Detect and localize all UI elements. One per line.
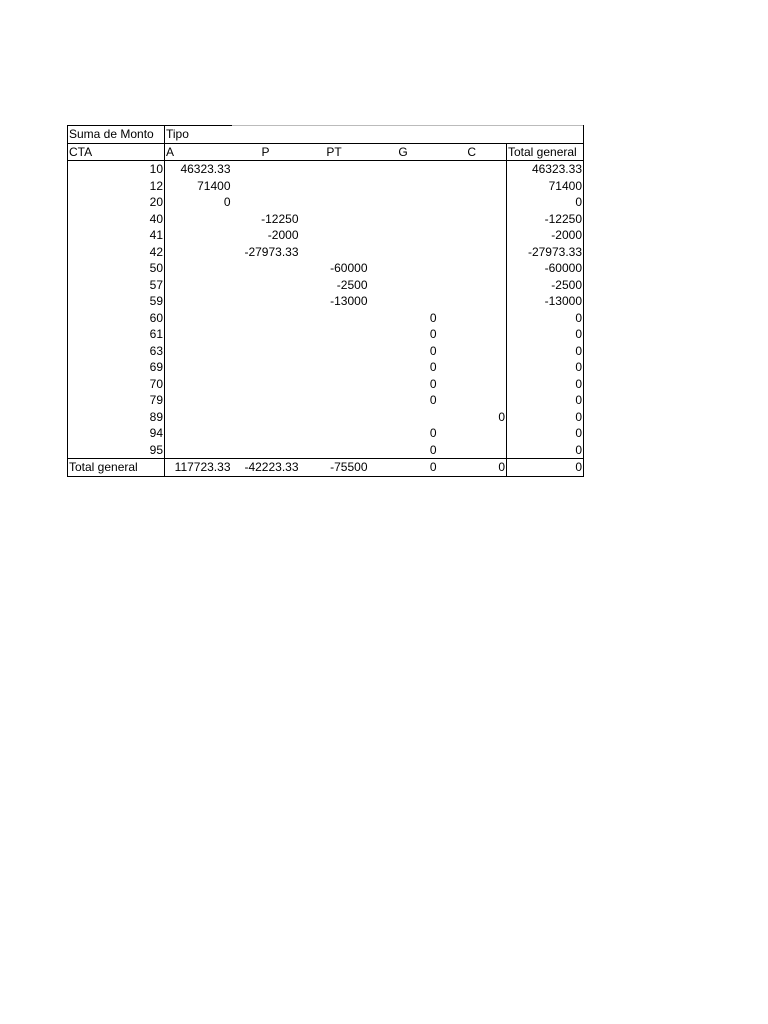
cell-total: -12250 [507,211,584,228]
cell-g [369,178,438,195]
cell-pt [300,392,369,409]
table-row [68,376,584,393]
cell-c [438,178,507,195]
cell-p [232,293,300,310]
cell-pt [300,227,369,244]
grand-total-row [68,459,584,477]
cell-p [232,194,300,211]
column-header-a: A [165,143,232,161]
cell-a [165,409,232,426]
cell-g [369,194,438,211]
cell-pt [300,409,369,426]
cell-c [438,161,507,178]
cell-c [438,293,507,310]
cell-c [438,376,507,393]
cell-p [232,310,300,327]
cell-pt [300,161,369,178]
table-row [68,161,584,178]
grand-total-label: Total general [68,459,165,477]
cell-p [232,359,300,376]
cell-total: 0 [507,310,584,327]
table-row [68,359,584,376]
cell-pt [300,211,369,228]
column-header-p: P [232,143,300,161]
cell-pt: -2500 [336,277,368,292]
table-row [68,277,584,294]
header-row-1 [68,126,584,144]
cell-a [165,359,232,376]
cell-total: -60000 [507,260,584,277]
cell-a [165,260,232,277]
cell-c [438,359,507,376]
cell-g: 0 [429,442,437,457]
column-header-c: C [438,143,507,161]
column-field-label: Tipo [165,126,232,144]
row-cta-label: 69 [68,359,165,376]
cell-pt: -60000 [330,261,368,276]
corner-label: Suma de Monto [68,126,165,144]
cell-total: 0 [507,409,584,426]
cell-p: -27973.33 [244,244,299,259]
cell-pt: -13000 [330,294,368,309]
cell-p [232,161,300,178]
cell-total: 0 [507,194,584,211]
table-row [68,392,584,409]
cell-p [232,425,300,442]
table-row [68,293,584,310]
cell-c [438,343,507,360]
cell-pt [300,425,369,442]
row-cta-label: 42 [68,244,165,261]
cell-g: 0 [429,310,437,325]
table-row [68,425,584,442]
cell-g: 0 [429,360,437,375]
cell-a [165,310,232,327]
cell-total: -2500 [507,277,584,294]
table-row [68,343,584,360]
cell-a [165,227,232,244]
cell-a [165,392,232,409]
cell-pt [300,376,369,393]
cell-a [165,376,232,393]
cell-p [232,376,300,393]
column-header-pt: PT [300,143,369,161]
cell-pt [300,343,369,360]
table-row [68,326,584,343]
cell-total: 0 [507,425,584,442]
grand-total-p: -42223.33 [232,459,300,477]
cell-pt [300,244,369,261]
cell-a: 46323.33 [165,161,232,178]
cell-a [165,244,232,261]
cell-c [438,211,507,228]
cell-g [369,161,438,178]
table-row [68,194,584,211]
cell-total: -2000 [507,227,584,244]
cell-a [165,211,232,228]
cell-pt [300,310,369,327]
cell-c [438,442,507,459]
grand-total-g: 0 [369,459,438,477]
cell-g: 0 [429,426,437,441]
row-cta-label: 61 [68,326,165,343]
row-cta-label: 60 [68,310,165,327]
grand-total-c: 0 [438,459,507,477]
row-cta-label: 41 [68,227,165,244]
row-cta-label: 50 [68,260,165,277]
cell-a [165,277,232,294]
cell-total: 46323.33 [507,161,584,178]
cell-c: 0 [498,409,505,424]
cell-a [165,326,232,343]
cell-g [369,227,438,244]
cell-total: -13000 [507,293,584,310]
cell-c [438,260,507,277]
cell-g [369,244,438,261]
row-cta-label: 89 [68,409,165,426]
row-cta-label: 57 [68,277,165,294]
cell-c [438,326,507,343]
cell-total: 0 [507,359,584,376]
table-row [68,227,584,244]
cell-p [232,277,300,294]
column-header-g: G [369,143,438,161]
cell-total: 0 [507,326,584,343]
cell-a: 71400 [165,178,232,195]
table-row [68,442,584,459]
row-cta-label: 79 [68,392,165,409]
cell-g: 0 [429,327,437,342]
cell-total: 0 [507,343,584,360]
cell-a [165,293,232,310]
row-cta-label: 70 [68,376,165,393]
cell-p [232,442,300,459]
table-row [68,244,584,261]
cell-a [165,343,232,360]
cell-p [232,409,300,426]
row-cta-label: 12 [68,178,165,195]
cell-total: 0 [507,376,584,393]
cell-a: 0 [165,194,232,211]
row-cta-label: 10 [68,161,165,178]
cell-c [438,425,507,442]
cell-g [369,409,438,426]
cell-c [438,244,507,261]
row-cta-label: 20 [68,194,165,211]
cell-p [232,392,300,409]
column-header-total: Total general [507,143,584,161]
table-row [68,178,584,195]
table-row [68,409,584,426]
table-row [68,310,584,327]
cell-pt [300,442,369,459]
cell-c [438,310,507,327]
cell-a [165,442,232,459]
cell-c [438,194,507,211]
grand-total-a: 117723.33 [165,459,232,477]
cell-p: -12250 [261,211,299,226]
header-row-2 [68,143,584,161]
grand-total-pt: -75500 [300,459,369,477]
row-field-label: CTA [68,143,165,161]
row-cta-label: 40 [68,211,165,228]
cell-total: 0 [507,392,584,409]
cell-pt [300,359,369,376]
cell-pt [300,326,369,343]
cell-g: 0 [429,393,437,408]
cell-pt [300,178,369,195]
cell-total: 0 [507,442,584,459]
row-cta-label: 95 [68,442,165,459]
pivot-table [67,125,584,477]
cell-a [165,425,232,442]
cell-g: 0 [429,343,437,358]
table-row [68,211,584,228]
row-cta-label: 63 [68,343,165,360]
cell-p [232,326,300,343]
cell-g [369,260,438,277]
cell-p [232,178,300,195]
table-row [68,260,584,277]
cell-c [438,392,507,409]
cell-pt [300,194,369,211]
cell-p [232,343,300,360]
cell-g [369,211,438,228]
row-cta-label: 59 [68,293,165,310]
grand-total-total: 0 [507,459,584,477]
cell-total: 71400 [507,178,584,195]
cell-g [369,277,438,294]
cell-p: -2000 [267,228,299,243]
cell-g [369,293,438,310]
row-cta-label: 94 [68,425,165,442]
cell-c [438,227,507,244]
cell-g: 0 [429,376,437,391]
cell-total: -27973.33 [507,244,584,261]
cell-p [232,260,300,277]
cell-c [438,277,507,294]
